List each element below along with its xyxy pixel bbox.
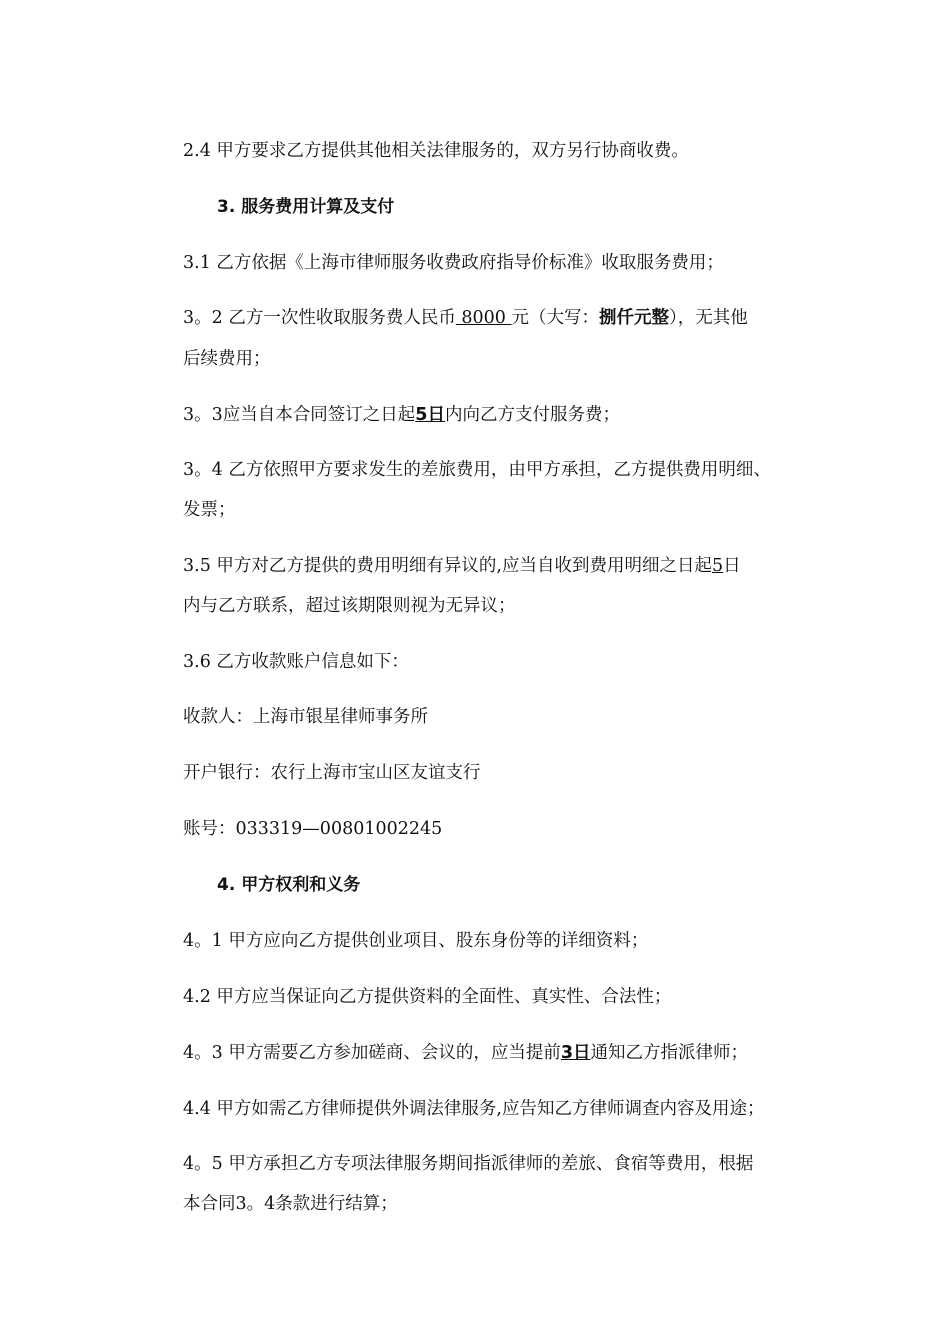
clause-3-3-suffix: 内向乙方支付服务费； <box>444 405 620 425</box>
account-line: 账号：033319—00801002245 <box>183 819 443 839</box>
section-4-heading: 4. 甲方权利和义务 <box>217 875 361 895</box>
clause-3-5-continued: 内与乙方联系，超过该期限则视为无异议； <box>183 596 516 616</box>
clause-2-4: 2.4 甲方要求乙方提供其他相关法律服务的，双方另行协商收费。 <box>183 141 689 161</box>
payee-line: 收款人：上海市银星律师事务所 <box>183 707 428 727</box>
clause-3-4-continued: 发票； <box>183 500 236 520</box>
clause-3-2-prefix: 3。2 乙方一次性收取服务费人民币 <box>183 308 456 328</box>
bank-line: 开户银行：农行上海市宝山区友谊支行 <box>183 763 481 783</box>
clause-3-2-suffix: ），无其他 <box>669 308 748 328</box>
clause-4-2: 4.2 甲方应当保证向乙方提供资料的全面性、真实性、合法性； <box>183 987 672 1007</box>
notice-days: 3日 <box>560 1043 591 1063</box>
clause-3-5-suffix: 日 <box>723 556 741 576</box>
clause-4-1: 4。1 甲方应向乙方提供创业项目、股东身份等的详细资料； <box>183 931 649 951</box>
clause-3-1: 3.1 乙方依据《上海市律师服务收费政府指导价标准》收取服务费用； <box>183 253 724 273</box>
fee-amount-uppercase: 捌仟元整 <box>599 308 670 328</box>
clause-4-5-continued: 本合同3。4条款进行结算； <box>183 1194 398 1214</box>
clause-4-3-prefix: 4。3 甲方需要乙方参加磋商、会议的，应当提前 <box>183 1043 561 1063</box>
clause-4-3-suffix: 通知乙方指派律师； <box>590 1043 749 1063</box>
clause-3-3-prefix: 3。3应当自本合同签订之日起 <box>183 405 416 425</box>
fee-amount: 8000 <box>455 308 512 328</box>
clause-3-2 <box>183 307 748 329</box>
clause-3-5-prefix: 3.5 甲方对乙方提供的费用明细有异议的,应当自收到费用明细之日起 <box>183 556 712 576</box>
clause-3-5 <box>183 555 741 577</box>
clause-4-3 <box>183 1042 748 1064</box>
clause-3-2-mid: 元（大写： <box>511 308 600 328</box>
clause-3-4: 3。4 乙方依照甲方要求发生的差旅费用，由甲方承担，乙方提供费用明细、 <box>183 460 771 480</box>
clause-3-2-continued: 后续费用； <box>183 349 271 369</box>
objection-days: 5 <box>711 556 724 576</box>
clause-3-6: 3.6 乙方收款账户信息如下： <box>183 652 409 672</box>
clause-4-5: 4。5 甲方承担乙方专项法律服务期间指派律师的差旅、食宿等费用，根据 <box>183 1154 754 1174</box>
clause-3-3 <box>183 404 620 426</box>
section-3-heading: 3. 服务费用计算及支付 <box>217 197 395 217</box>
payment-days: 5日 <box>415 405 445 425</box>
clause-4-4: 4.4 甲方如需乙方律师提供外调法律服务,应告知乙方律师调查内容及用途； <box>183 1099 765 1119</box>
